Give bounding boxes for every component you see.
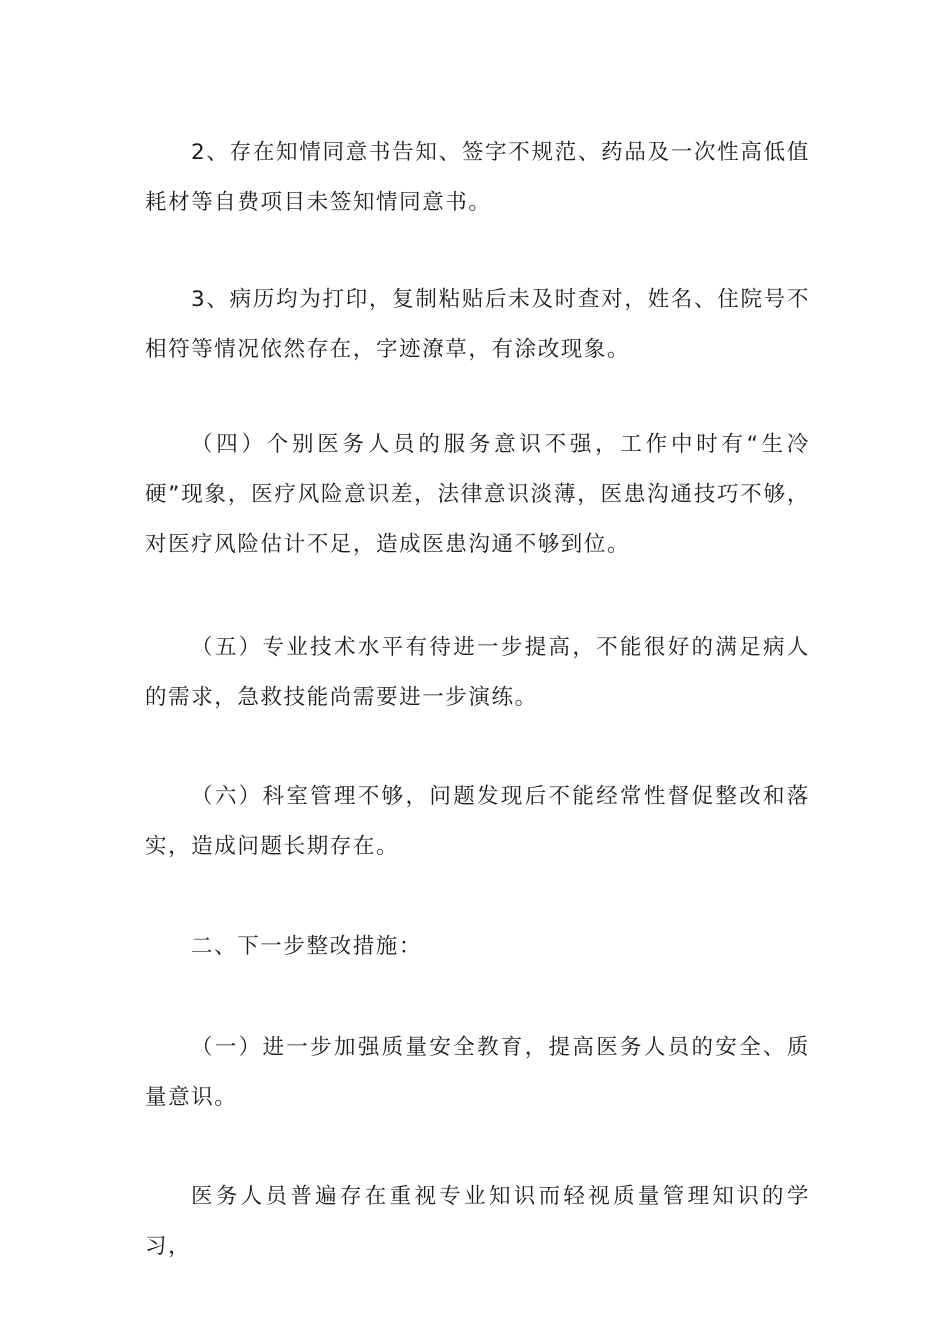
section-heading-rectification: 二、下一步整改措施：	[191, 934, 423, 959]
paragraph-informed-consent: 2、存在知情同意书告知、签字不规范、药品及一次性高低值耗材等自费项目未签知情同意书。	[145, 140, 810, 215]
paragraph-service-awareness: （四）个别医务人员的服务意识不强，工作中时有“生冷硬”现象，医疗风险意识差，法律意识淡薄，医患沟通技巧不够，对医疗风险估计不足，造成医患沟通不够到位。	[145, 432, 810, 557]
paragraph-technical-level: （五）专业技术水平有待进一步提高，不能很好的满足病人的需求，急救技能尚需要进一步演练。	[145, 635, 810, 710]
paragraph-medical-records: 3、病历均为打印，复制粘贴后未及时查对，姓名、住院号不相符等情况依然存在，字迹潦草，有涂改现象。	[145, 287, 810, 362]
paragraph-department-management: （六）科室管理不够，问题发现后不能经常性督促整改和落实，造成问题长期存在。	[145, 784, 810, 859]
paragraph-knowledge-learning: 医务人员普遍存在重视专业知识而轻视质量管理知识的学习，	[145, 1184, 810, 1259]
paragraph-safety-education: （一）进一步加强质量安全教育，提高医务人员的安全、质量意识。	[145, 1035, 810, 1110]
